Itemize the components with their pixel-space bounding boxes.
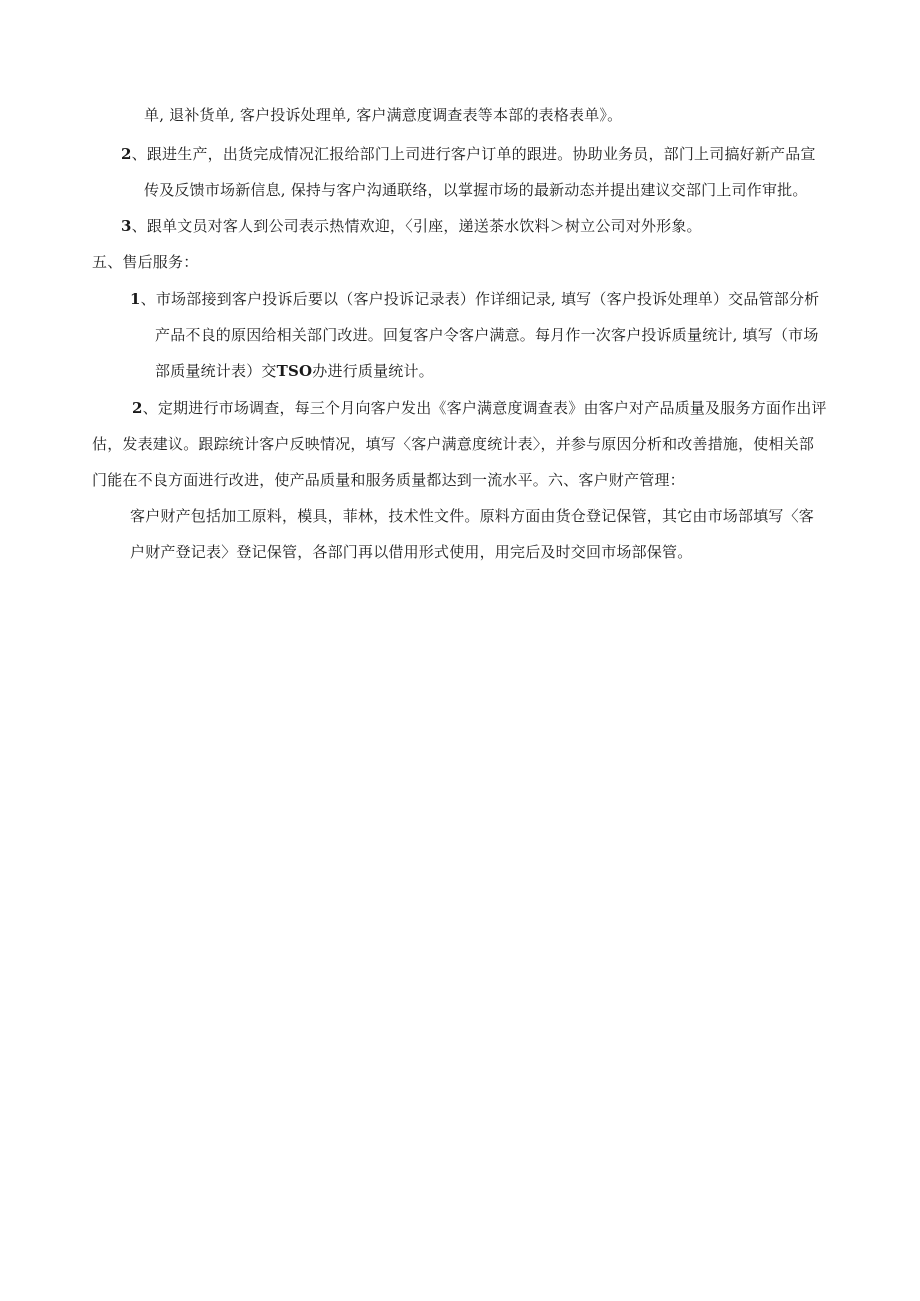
- section5-item1-line3: [155, 361, 434, 381]
- section5-heading-text: 五、售后服务：: [92, 253, 199, 271]
- section6-line2: [130, 542, 692, 562]
- section4-item3-line1: [121, 216, 702, 236]
- section4-continuation-line: [144, 105, 622, 125]
- section4-item2-text1: 、跟进生产，出货完成情况汇报给部门上司进行客户订单的跟进。协助业务员，部门上司搞好新产品宣: [131, 145, 816, 163]
- section5-heading: [92, 252, 198, 272]
- section4-item2-text2: 传及反馈市场新信息, 保持与客户沟通联络，以掌握市场的最新动态并提出建议交部门上司作审批。: [144, 181, 808, 199]
- section4-item2-line1: [121, 144, 816, 164]
- section5-item1-line2: [155, 325, 819, 345]
- section5-item2-line3: [92, 470, 685, 490]
- section5-item1-tso: TSO: [276, 362, 313, 380]
- section5-item1-text3-post: 办进行质量统计。: [312, 362, 434, 380]
- section5-item2-line2: [92, 434, 814, 454]
- section5-item2-text3: 门能在不良方面进行改进，使产品质量和服务质量都达到一流水平。六、客户财产管理：: [92, 471, 685, 489]
- section4-item3-text1: 、跟单文员对客人到公司表示热情欢迎，〈引座，递送茶水饮料＞树立公司对外形象。: [131, 217, 702, 235]
- section5-item2-text1: 、定期进行市场调查，每三个月向客户发出《客户满意度调查表》由客户对产品质量及服务方面作出评: [142, 399, 827, 417]
- section5-item1-text3-pre: 部质量统计表）交: [155, 362, 277, 380]
- section5-item2-number: 2: [132, 399, 143, 417]
- section5-item1-text2: 产品不良的原因给相关部门改进。回复客户令客户满意。每月作一次客户投诉质量统计, 填写（市场: [155, 326, 819, 344]
- section4-item3-number: 3: [121, 217, 132, 235]
- section5-item2-text2: 估，发表建议。跟踪统计客户反映情况，填写〈客户满意度统计表〉，并参与原因分析和改善措施，使相关部: [92, 435, 815, 453]
- section5-item1-text1: 、市场部接到客户投诉后要以（客户投诉记录表）作详细记录, 填写（客户投诉处理单）交品管部分析: [140, 290, 820, 308]
- section6-text1: 客户财产包括加工原料，模具，菲林，技术性文件。原料方面由货仓登记保管，其它由市场部填写〈客: [130, 507, 815, 525]
- section4-item2-line2: [144, 180, 808, 200]
- section5-item1-number: 1: [130, 290, 141, 308]
- section4-item2-number: 2: [121, 145, 132, 163]
- section4-continuation-text: 单, 退补货单, 客户投诉处理单, 客户满意度调查表等本部的表格表单》。: [144, 106, 623, 124]
- section6-text2: 户财产登记表〉登记保管，各部门再以借用形式使用，用完后及时交回市场部保管。: [130, 543, 693, 561]
- section5-item1-line1: [130, 289, 819, 309]
- section6-line1: [130, 506, 814, 526]
- section5-item2-line1: [132, 398, 827, 418]
